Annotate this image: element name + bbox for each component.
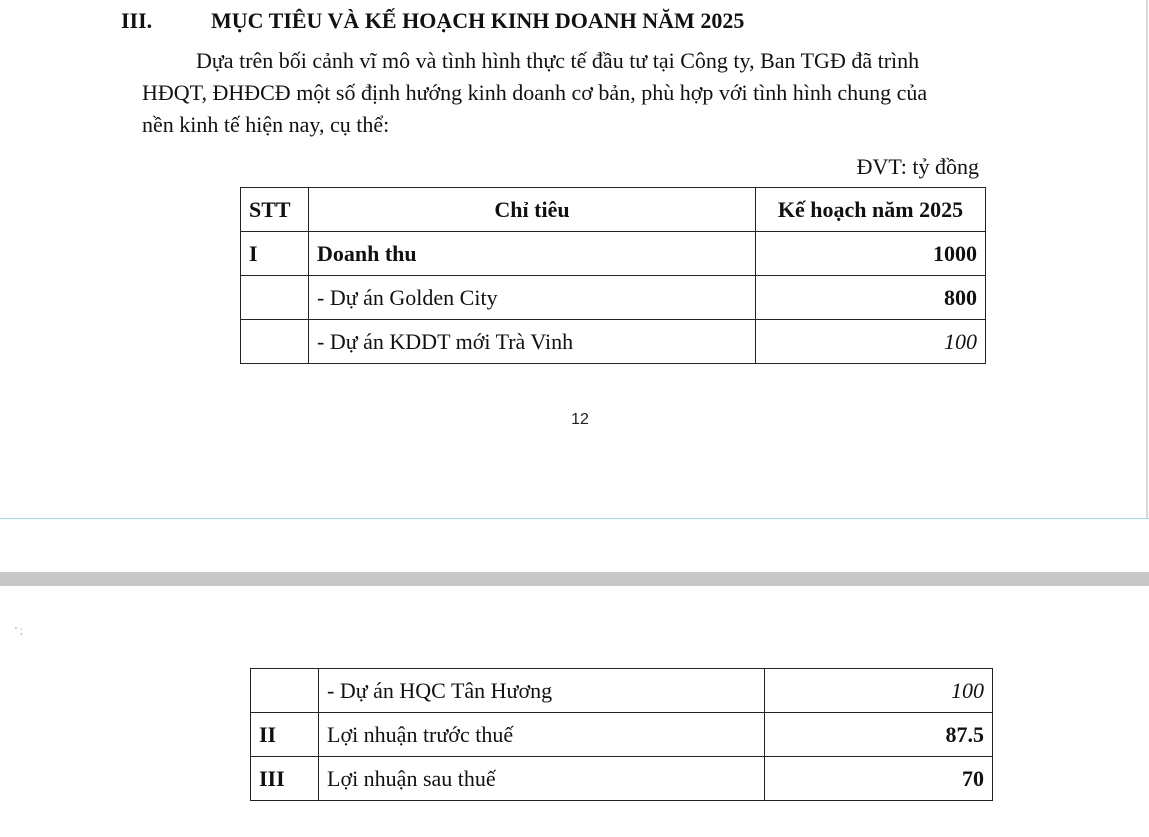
page-border	[0, 518, 1149, 519]
cell-value: 70	[765, 757, 993, 801]
table-row	[251, 669, 993, 713]
scan-speck: ' ;	[15, 626, 23, 637]
cell-indicator: Lợi nhuận trước thuế	[319, 713, 765, 757]
section-number: III.	[121, 8, 153, 33]
page-edge-shadow	[1146, 0, 1148, 519]
cell-stt: II	[251, 713, 319, 757]
table-row	[251, 713, 993, 757]
cell-indicator: Doanh thu	[309, 232, 756, 276]
table-row	[241, 276, 986, 320]
table-row	[241, 232, 986, 276]
paragraph-line: Dựa trên bối cảnh vĩ mô và tình hình thực tế đầu tư tại Công ty, Ban TGĐ đã trình	[196, 48, 920, 73]
section-heading	[121, 8, 744, 34]
paragraph-line: nền kinh tế hiện nay, cụ thể:	[142, 112, 390, 137]
cell-indicator: - Dự án KDDT mới Trà Vinh	[309, 320, 756, 364]
cell-stt	[241, 320, 309, 364]
business-plan-table	[240, 187, 986, 364]
cell-value: 800	[756, 276, 986, 320]
cell-value: 100	[765, 669, 993, 713]
header-indicator: Chỉ tiêu	[309, 188, 756, 232]
table-row	[241, 320, 986, 364]
header-stt: STT	[241, 188, 309, 232]
table-header-row	[241, 188, 986, 232]
cell-stt	[241, 276, 309, 320]
cell-value: 87.5	[765, 713, 993, 757]
cell-indicator: - Dự án HQC Tân Hương	[319, 669, 765, 713]
table-row	[251, 757, 993, 801]
section-title: MỤC TIÊU VÀ KẾ HOẠCH KINH DOANH NĂM 2025	[211, 8, 745, 33]
cell-stt: III	[251, 757, 319, 801]
paragraph-line: HĐQT, ĐHĐCĐ một số định hướng kinh doanh cơ bản, phù hợp với tình hình chung của	[142, 80, 928, 105]
cell-value: 100	[756, 320, 986, 364]
page-gap	[0, 572, 1149, 586]
cell-stt: I	[241, 232, 309, 276]
cell-value: 1000	[756, 232, 986, 276]
intro-paragraph	[142, 45, 1022, 141]
business-plan-table-continued	[250, 668, 993, 801]
unit-note: ĐVT: tỷ đồng	[856, 154, 979, 179]
header-plan: Kế hoạch năm 2025	[756, 188, 986, 232]
cell-stt	[251, 669, 319, 713]
cell-indicator: Lợi nhuận sau thuế	[319, 757, 765, 801]
cell-indicator: - Dự án Golden City	[309, 276, 756, 320]
page-number: 12	[571, 411, 589, 428]
